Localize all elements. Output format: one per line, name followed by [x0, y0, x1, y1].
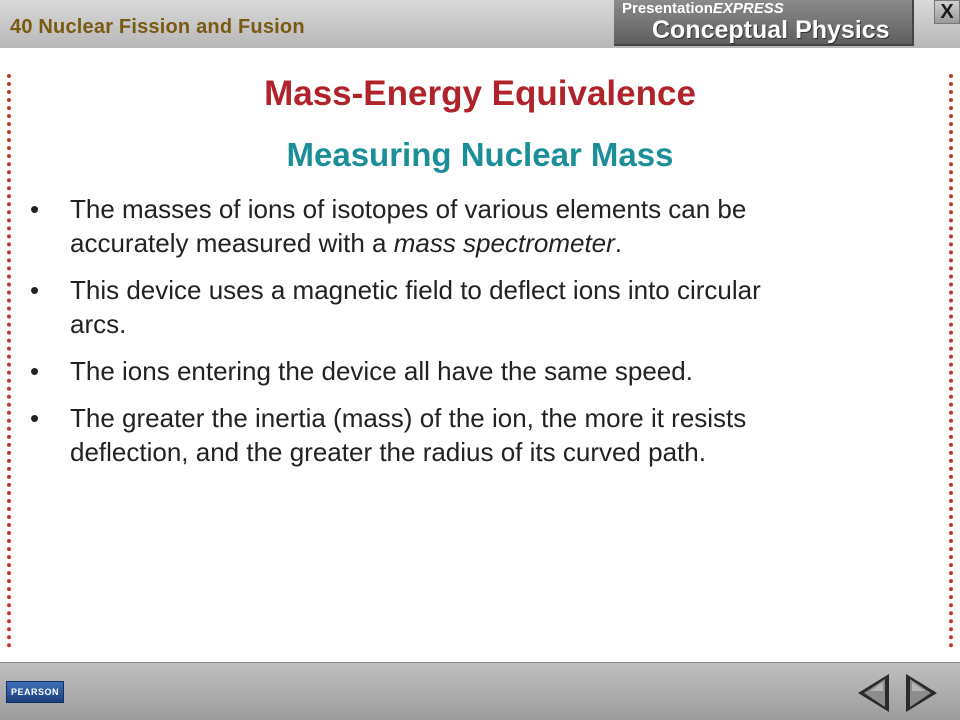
- bullet-list: [30, 192, 820, 482]
- brand-presentation-text: Presentation: [622, 0, 713, 17]
- brand-conceptual-physics: Conceptual Physics: [652, 16, 890, 44]
- bullet-text: The masses of ions of isotopes of various elements can be accurately measured with a: [70, 194, 747, 258]
- bullet-marker: •: [30, 356, 40, 386]
- bullet-marker: •: [30, 403, 40, 433]
- bullet-text-end: .: [614, 228, 623, 258]
- bullet-text: The greater the inertia (mass) of the ion, the more it resists deflection, and the greater the radius of its curved path.: [70, 403, 747, 467]
- slide-subtitle: Measuring Nuclear Mass: [286, 136, 674, 173]
- pearson-logo: PEARSON: [6, 681, 64, 703]
- brand-banner: [614, 0, 914, 46]
- bullet-marker: •: [30, 275, 40, 305]
- bullet-emphasis: mass spectrometer: [393, 228, 615, 258]
- brand-express-text: EXPRESS: [712, 0, 784, 17]
- slide-title: Mass-Energy Equivalence: [264, 74, 696, 113]
- bullet-item: [30, 401, 820, 469]
- previous-slide-icon: [853, 671, 893, 715]
- next-slide-icon: [902, 671, 942, 715]
- next-slide-button[interactable]: [902, 671, 942, 715]
- previous-slide-button[interactable]: [853, 671, 893, 715]
- footer-bar: [0, 662, 960, 720]
- brand-line-presentation-express: [622, 0, 784, 17]
- bullet-item: [30, 273, 820, 341]
- header-bar: [0, 0, 960, 48]
- bullet-marker: •: [30, 194, 40, 224]
- bullet-item: [30, 192, 820, 260]
- bullet-text: This device uses a magnetic field to deflect ions into circular arcs.: [70, 275, 761, 339]
- chapter-title: 40 Nuclear Fission and Fusion: [10, 16, 305, 38]
- close-button[interactable]: X: [934, 0, 960, 24]
- bullet-text: The ions entering the device all have the same speed.: [70, 356, 693, 386]
- bullet-item: [30, 354, 820, 388]
